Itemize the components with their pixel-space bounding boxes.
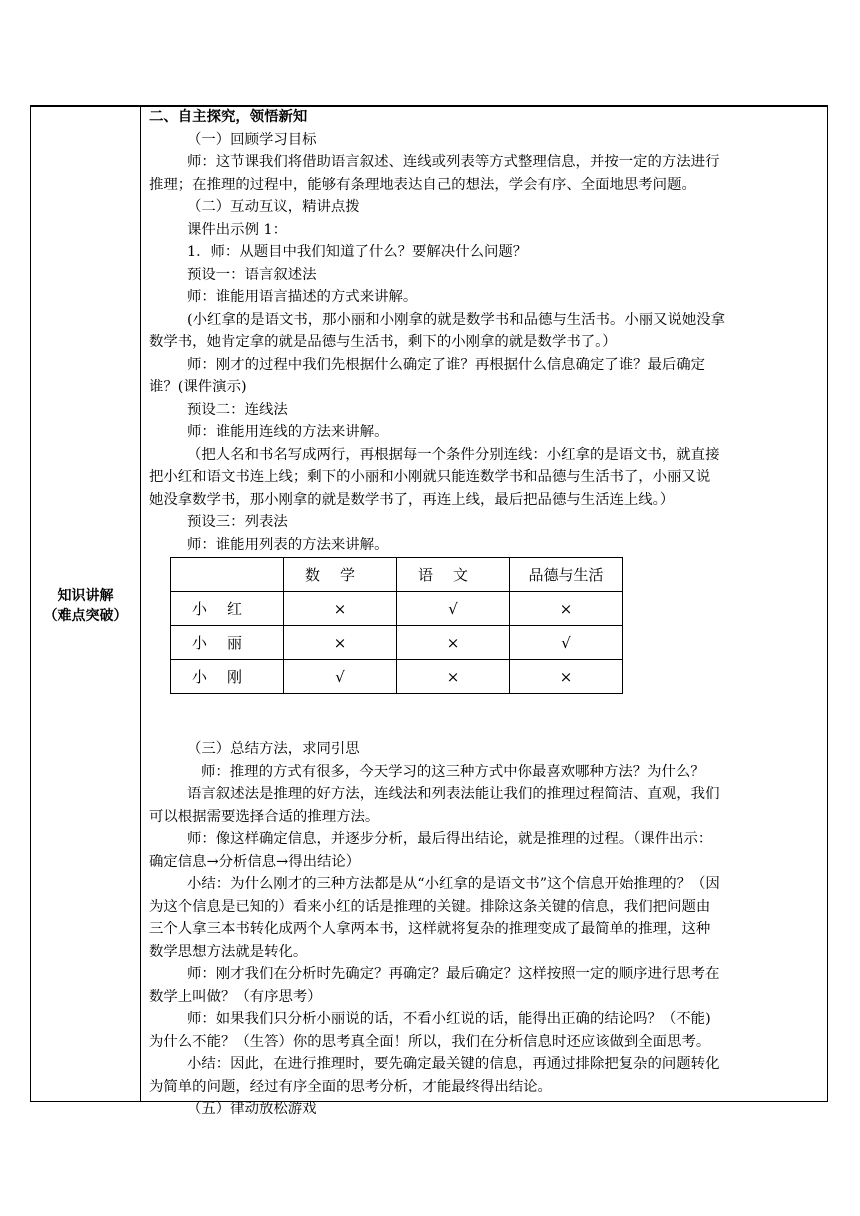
table-cell: √ [510, 626, 623, 660]
table-cell: 小丽 [171, 626, 284, 660]
table-row [171, 592, 623, 626]
text-line: 谁？(课件演示) [149, 379, 247, 395]
text-line: （五）律动放松游戏 [187, 1101, 317, 1117]
text-line: 小结：因此，在进行推理时，要先确定最关键的信息，再通过排除把复杂的问题转化 [187, 1056, 720, 1072]
table-cell: 语文 [397, 558, 510, 592]
reasoning-table [170, 557, 623, 694]
text-line: 为简单的问题，经过有序全面的思考分析，才能最终得出结论。 [149, 1078, 552, 1095]
text-line: 为什么不能？（生答）你的思考真全面！所以，我们在分析信息时还应该做到全面思考。 [149, 1033, 711, 1050]
text-line: 数学上叫做？（有序思考） [149, 988, 322, 1005]
section-label [31, 586, 140, 626]
text-line: 她没拿数学书，那小刚拿的就是数学书了，再连上线，最后把品德与生活连上线。） [149, 491, 675, 508]
paragraphs-top [149, 129, 821, 557]
text-line: 小结：为什么刚才的三种方法都是从“小红拿的是语文书”这个信息开始推理的？（因 [187, 876, 720, 892]
table-cell: 品德与生活 [510, 558, 623, 592]
text-line: （把人名和书名写成两行，再根据每一个条件分别连线：小红拿的是语文书，就直接 [187, 446, 720, 463]
text-line: 为这个信息是已知的）看来小红的话是推理的关键。排除这条关键的信息，我们把问题由 [149, 898, 711, 915]
table-cell: 小刚 [171, 660, 284, 694]
text-line: 预设三：列表法 [187, 514, 288, 530]
text-line: 三个人拿三本书转化成两个人拿两本书，这样就将复杂的推理变成了最简单的推理，这种 [149, 921, 711, 937]
text-line: (小红拿的是语文书，那小丽和小刚拿的就是数学书和品德与生活书。小丽又说她没拿 [187, 311, 726, 328]
text-line: 1．师：从题目中我们知道了什么？要解决什么问题？ [187, 244, 528, 260]
text-line: 师：谁能用列表的方法来讲解。 [187, 536, 389, 553]
column-divider [140, 106, 141, 1101]
table-cell: × [284, 592, 397, 626]
table-cell: × [397, 626, 510, 660]
text-line: 师：谁能用语言描述的方式来讲解。 [187, 289, 418, 305]
lesson-table [30, 105, 828, 1117]
text-line: （一）回顾学习目标 [187, 131, 317, 148]
text-line: 师：这节课我们将借助语言叙述、连线或列表等方式整理信息，并按一定的方法进行 [187, 154, 720, 170]
section-heading: 二、自主探究，领悟新知 [149, 109, 308, 125]
table-cell: × [510, 660, 623, 694]
table-cell: 小红 [171, 592, 284, 626]
table-cell: √ [397, 592, 510, 626]
text-line: 语言叙述法是推理的好方法，连线法和列表法能让我们的推理过程简洁、直观，我们 [187, 786, 720, 802]
table-cell: √ [284, 660, 397, 694]
text-line: 师：如果我们只分析小丽说的话，不看小红说的话，能得出正确的结论吗？（不能) [187, 1011, 711, 1027]
table-cell: × [510, 592, 623, 626]
text-line: 师：推理的方式有很多，今天学习的这三种方式中你最喜欢哪种方法？为什么？ [201, 763, 705, 780]
table-cell: × [284, 626, 397, 660]
text-line: 师：刚才我们在分析时先确定？再确定？最后确定？这样按照一定的顺序进行思考在 [187, 966, 720, 982]
table-row [171, 660, 623, 694]
text-line: 师：谁能用连线的方法来讲解。 [187, 424, 389, 440]
text-line: 数学思想方法就是转化。 [149, 943, 308, 960]
text-line: 课件出示例 1： [187, 221, 288, 238]
section-label-title: 知识讲解 [57, 588, 114, 604]
text-line: （二）互动互议，精讲点拨 [187, 199, 360, 215]
text-line: 预设一：语言叙述法 [187, 266, 317, 283]
table-cell [171, 558, 284, 592]
table-header-row [171, 558, 623, 592]
text-line: 把小红和语文书连上线；剩下的小丽和小刚就只能连数学书和品德与生活书了，小丽又说 [149, 469, 711, 485]
text-line: 师：像这样确定信息，并逐步分析，最后得出结论，就是推理的过程。（课件出示： [187, 831, 713, 847]
table-row [171, 626, 623, 660]
paragraphs-bottom [149, 738, 821, 1121]
section-label-subtitle: （难点突破） [43, 608, 128, 624]
text-line: 师：刚才的过程中我们先根据什么确定了谁？再根据什么信息确定了谁？最后确定 [187, 356, 706, 373]
text-line: 确定信息→分析信息→得出结论） [149, 853, 361, 870]
table-cell: 数学 [284, 558, 397, 592]
text-line: 预设二：连线法 [187, 401, 288, 418]
text-line: （三）总结方法，求同引思 [187, 741, 360, 757]
text-line: 推理；在推理的过程中，能够有条理地表达自己的想法，学会有序、全面地思考问题。 [149, 176, 696, 193]
text-line: 数学书，她肯定拿的就是品德与生活书，剩下的小刚拿的就是数学书了。） [149, 334, 617, 350]
table-cell: × [397, 660, 510, 694]
text-line: 可以根据需要选择合适的推理方法。 [149, 808, 380, 825]
